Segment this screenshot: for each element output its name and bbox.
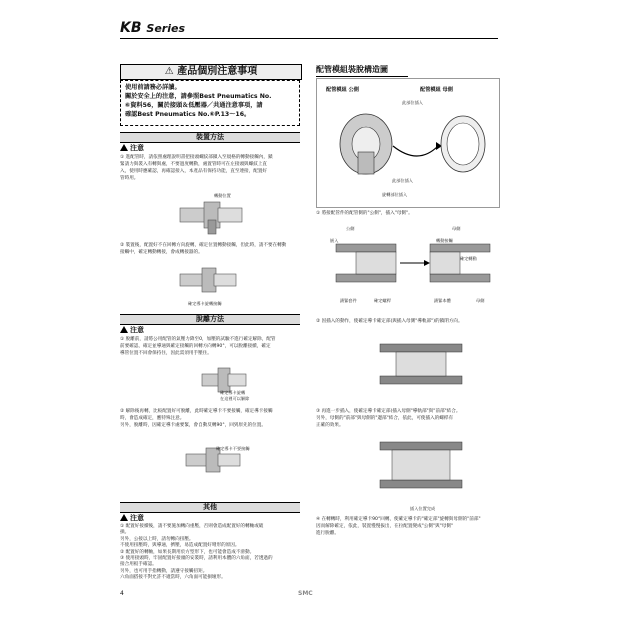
caution-label: 注意: [130, 514, 144, 522]
text-line: 六角面搭接不對允許不適當時，六角面可能損壞形。: [120, 575, 226, 581]
text-line: ① 配置好接續後，請不要施加轉向重壓，否則會造成配置好的轉軸或破: [120, 524, 264, 529]
diagram-label: 嵌入: [330, 238, 339, 243]
cross-section-diagram-1: [326, 224, 496, 306]
diagram-callout: 此部位插入: [402, 100, 423, 105]
text-line: ④ 在轉轉時，利用確定導卡90°回轉，使確定導卡的"確定部"旋轉與母側的"前部": [316, 517, 481, 522]
header-rule: [120, 38, 498, 39]
male-side-label: 配管模組 公側: [326, 87, 359, 93]
diagram-label: 確定轉動: [460, 256, 477, 261]
text-line: ① 脫離前，請將公用配管的氣壓力降至0，加壓的試驗不進行確定解除，配管: [120, 337, 276, 342]
coupling-diagram: [318, 96, 498, 206]
install-paragraph: [120, 154, 302, 182]
diagram-label: 鎖緊本體: [434, 298, 451, 303]
caution-heading: [120, 325, 144, 335]
text-line: 另外，公接以上時，請勿轉向扭壓。: [120, 536, 194, 542]
text-line: 接合用扳手確認。: [120, 562, 157, 568]
text-line: 前要確認，確定並導通與確定接觸的回轉方向轉90°，可以脫離接續，確定: [120, 344, 271, 349]
warning-triangle-icon: [120, 326, 128, 333]
text-line: 正確的效果。: [316, 423, 344, 428]
text-line: ② 裝置後，配置好不在回轉方向旋轉，確定位置轉動接觸，但此時，請不要在轉動: [120, 243, 287, 248]
diagram-label: 插入位置完成: [410, 506, 436, 511]
text-line: 接觸中，確定轉動轉接，會成轉接器的。: [120, 250, 203, 255]
series-suffix: Series: [146, 22, 185, 35]
figure-label: 轉動位置: [214, 193, 231, 198]
text-line: 不使用扭壓時，與導通，擠壓，易造成配置好彎形的原因。: [120, 543, 240, 549]
fitting-illustration-2: [172, 258, 252, 300]
step-1-text: ① 將接配管件的配管側的"公側"，插入"母側"。: [316, 211, 413, 216]
warning-line: ⑥資料56，關於接頭＆低壓器／共通注意事項，請: [125, 102, 263, 109]
caution-heading: [120, 143, 144, 153]
warning-line: 確認Best Pneumatics No.⑥P.13～16。: [125, 111, 251, 118]
text-line: 時，會造成確定，應特殊注意。: [120, 416, 185, 421]
page-number: 4: [120, 590, 124, 597]
step-4-text: [316, 516, 498, 537]
warning-triangle-icon: [120, 514, 128, 521]
diagram-callout: 旋轉部位插入: [382, 192, 408, 197]
other-paragraph: [120, 524, 302, 582]
series-code: KB: [120, 20, 142, 36]
female-side-label: 配管模組 母側: [420, 87, 453, 93]
text-line: ③ 使用接頭時，牢固配置好接頭的安裝時，請利用本體的六角面，若透過的: [120, 556, 273, 562]
smc-logo: SMC: [298, 590, 313, 597]
caution-label: 注意: [130, 144, 144, 152]
text-line: 進行脫離。: [316, 531, 339, 536]
figure-label: 確定導卡旋轉 在這裡可以解除: [220, 390, 250, 401]
diagram-label: 轉動接觸: [436, 238, 453, 243]
warning-box: [120, 80, 300, 126]
product-notes-title: ⚠ 產品個別注意事項: [120, 64, 302, 80]
text-line: 緊請力與裝入有轉與處，不要過度轉動，處置管時可在左接頭與螺紋上直: [120, 162, 268, 167]
diagram-label: 母側: [476, 298, 485, 303]
text-line: ② 解除後再轉，比較配置好可脫離，此時確定導卡不要接觸，確定導卡接觸: [120, 409, 273, 414]
removal-paragraph: [120, 336, 302, 357]
diagram-label: 鎖緊套件: [340, 298, 357, 303]
cross-section-diagram-2: [376, 334, 466, 394]
figure-label: 確定導卡不要接觸: [216, 446, 250, 451]
text-line: ② 配置好的轉軸，如果長期用於方型形下，也可能會造成不滑動。: [120, 549, 255, 555]
diagram-label: 公側: [346, 226, 355, 231]
diagram-label: 確定螺桿: [374, 298, 391, 303]
text-line: ① 進配管時，請依照處理說明書把接頭螺紋部鎖入至規格的轉動接觸內，鎖: [120, 155, 273, 160]
text-line: ③ 再進一步插入，使確定導卡確定部(插入母側"導軌部"與"前部"結合。: [316, 409, 461, 414]
title-underline: [316, 76, 408, 77]
structure-diagram-title: 配管模組裝脫構造圖: [316, 65, 388, 74]
caution-heading: [120, 513, 144, 523]
text-line: 損。: [120, 530, 130, 536]
warning-line: 關於安全上的注意，請參照Best Pneumatics No.: [125, 93, 272, 100]
section-heading-removal: 脫離方法: [120, 314, 300, 325]
text-line: 管時用。: [120, 176, 139, 181]
text-line: 入，使用時應確認，再確認接入，本產品有保持功能，直至連接，配置好: [120, 169, 268, 174]
warning-line: 使用前請務必詳讀。: [125, 84, 181, 91]
step-3-text: [316, 408, 498, 429]
cross-section-diagram-3: [376, 432, 466, 502]
step-2-text: ② 因插入的動作，使確定導卡確定部(與插入母側"導軌部")的鎖閉方向。: [316, 319, 463, 324]
section-heading-install: 裝置方法: [120, 132, 300, 143]
install-paragraph-2: [120, 242, 302, 256]
text-line: 另外，母側的"前部"與母側的"邊部"結合，依此，可使插入的螺桿有: [316, 416, 454, 421]
series-title: [120, 20, 185, 36]
text-line: 因而解除確定，依此，裝置慢慢拔出，在拉配置變成"公側"與"母側": [316, 524, 454, 529]
text-line: 另外，也可用手指轉動，請遵守接觸扭矩。: [120, 568, 208, 574]
section-heading-other: 其他: [120, 502, 300, 513]
diagram-callout: 此部位插入: [392, 178, 413, 183]
removal-paragraph-2: [120, 408, 302, 429]
caution-label: 注意: [130, 326, 144, 334]
text-line: 另外，脫離時，因確定導卡處要緊，會自動反轉90°，回到原先的位置。: [120, 423, 266, 428]
text-line: 導管位置不回會保持住，因此需須用手壓住。: [120, 351, 212, 356]
figure-label: 確定導卡旋轉接觸: [188, 301, 222, 306]
warning-triangle-icon: [120, 144, 128, 151]
diagram-label: 母側: [452, 226, 461, 231]
